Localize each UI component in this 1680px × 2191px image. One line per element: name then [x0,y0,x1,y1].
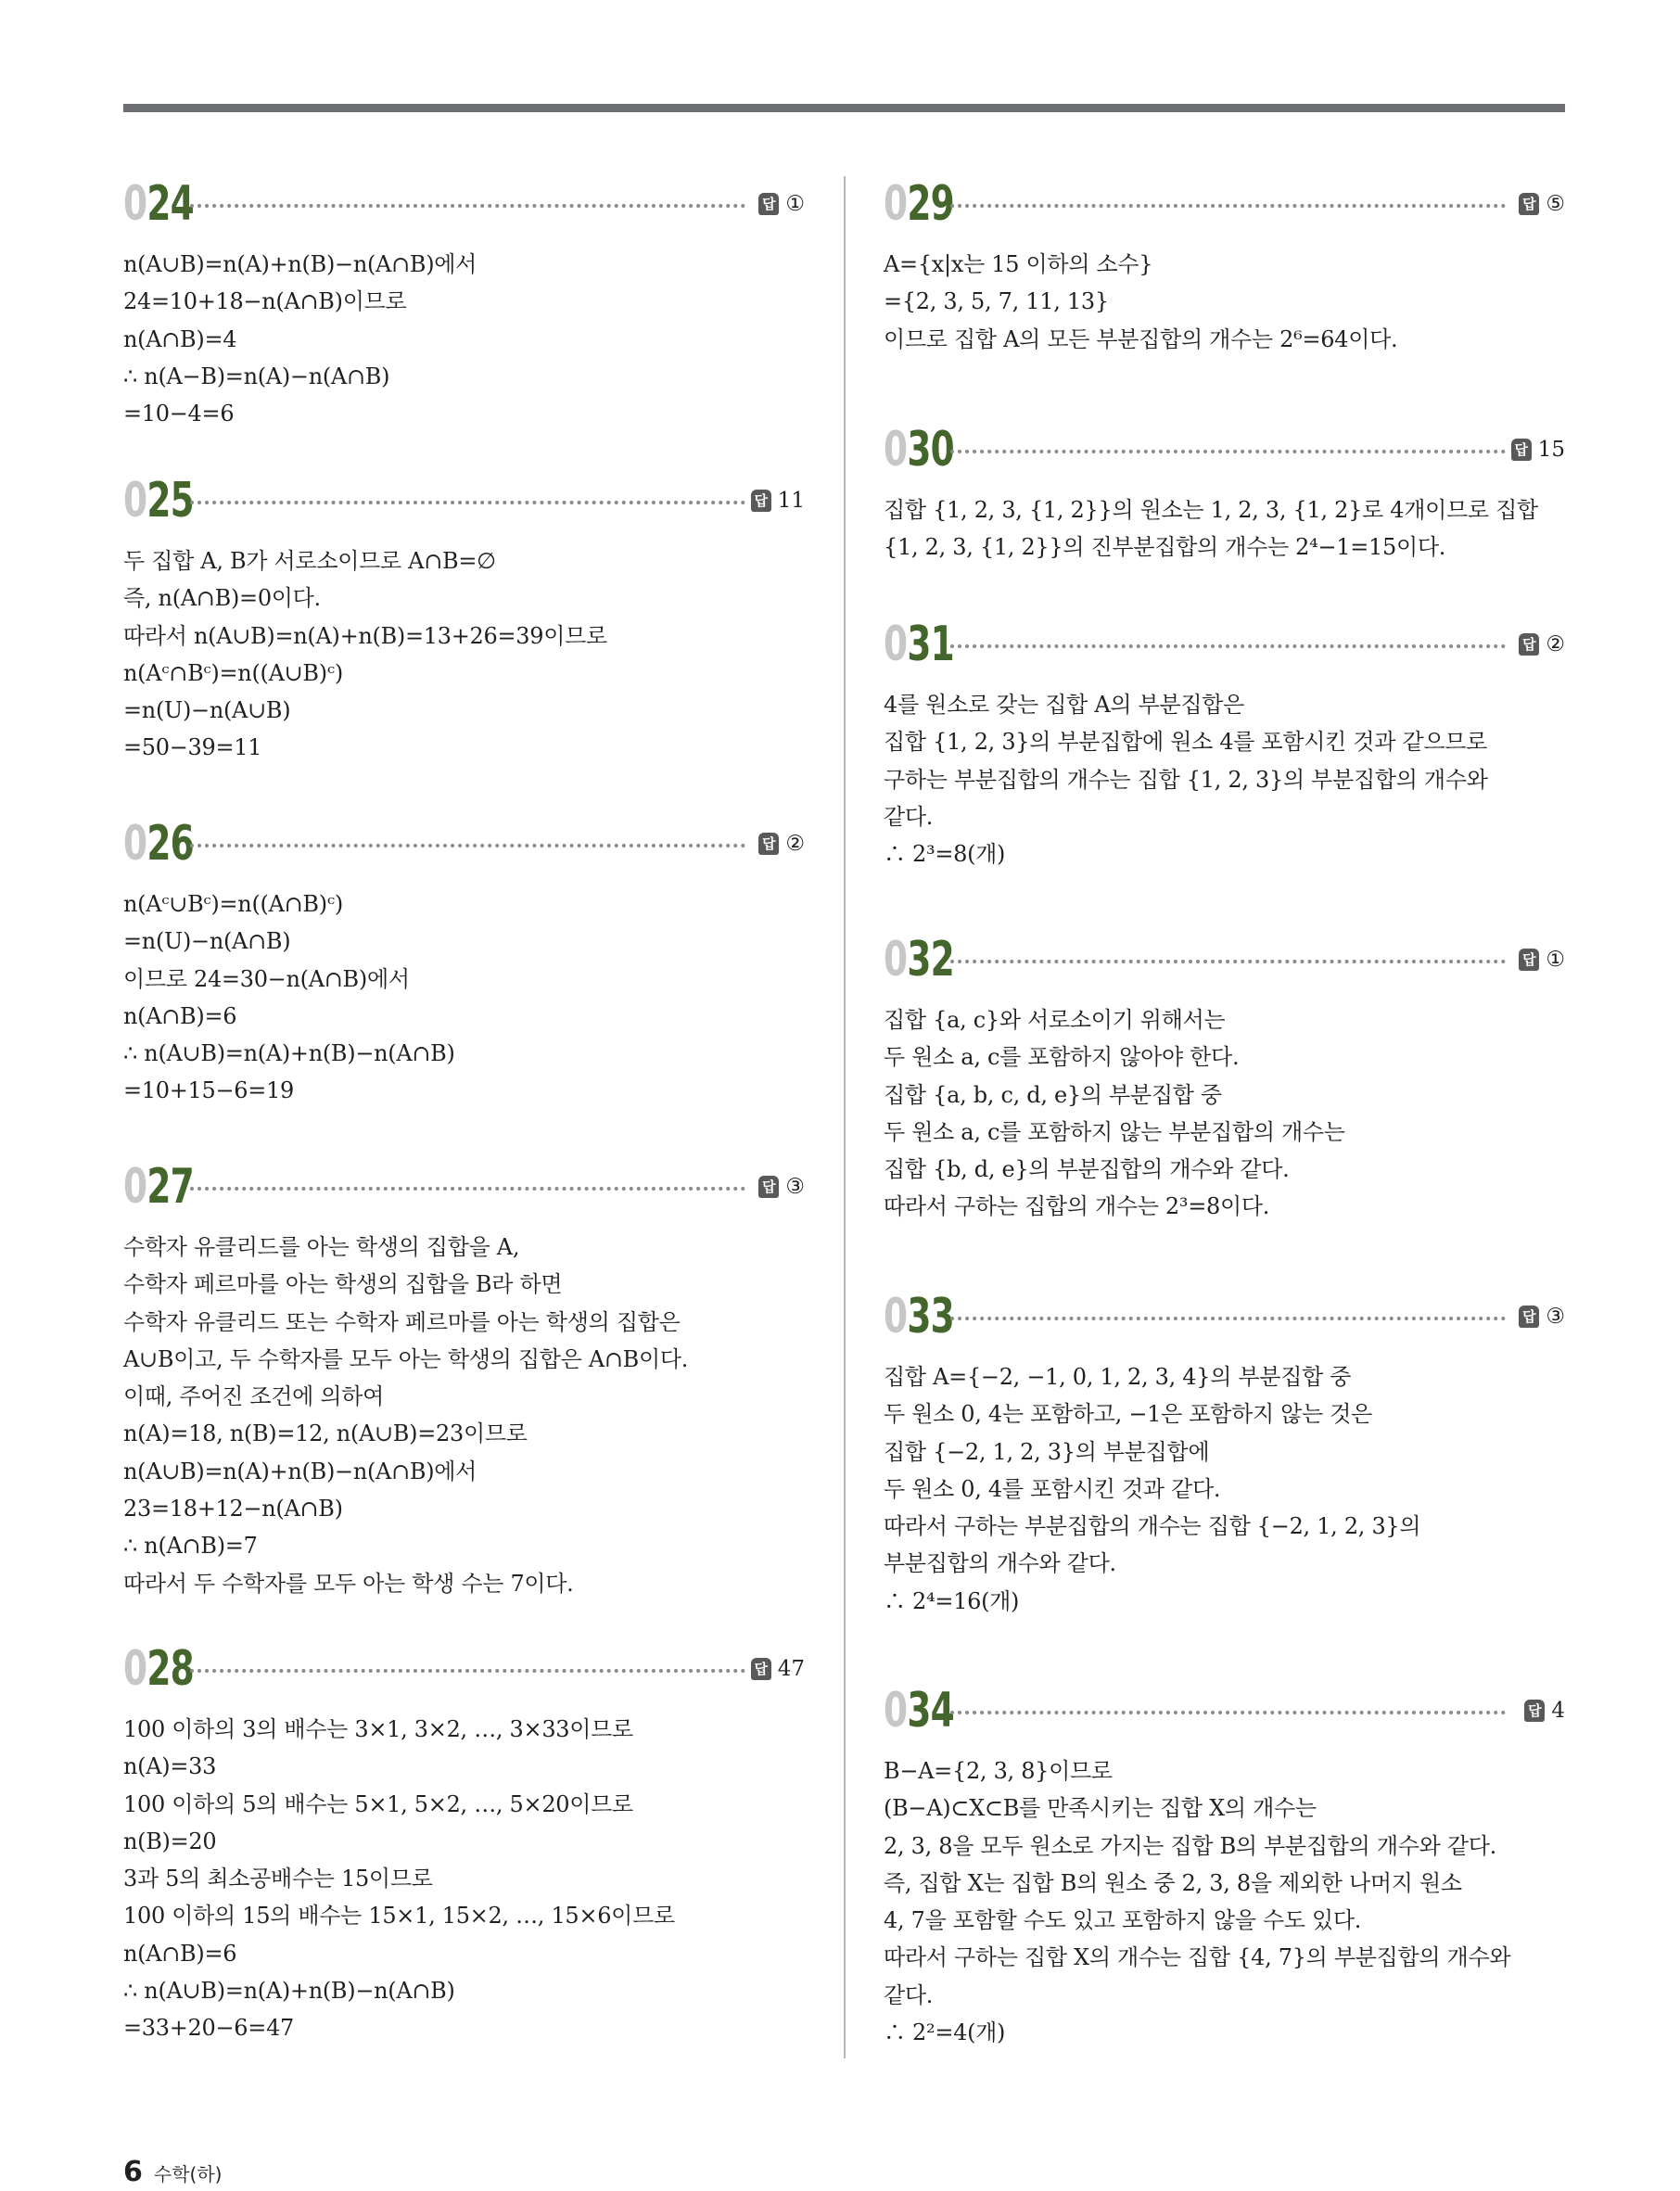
solution-line: 두 집합 A, B가 서로소이므로 A∩B=∅ [123,548,496,574]
answer-value: ② [1546,632,1565,656]
dotted-leader [190,501,745,504]
problem-header [123,1159,805,1215]
answer-icon: 답 [1519,1306,1539,1328]
problem-header [123,176,805,232]
solution-line: 수학자 유클리드 또는 수학자 페르마를 아는 학생의 집합은 [123,1308,681,1335]
solution-line: {1, 2, 3, {1, 2}}의 진부분집합의 개수는 2⁴−1=15이다. [884,534,1446,561]
answer [1519,187,1565,221]
problem-number: 030 [884,422,955,478]
dotted-leader [950,1711,1506,1714]
solution-line: 100 이하의 3의 배수는 3×1, 3×2, …, 3×33이므로 [123,1716,633,1742]
solution-line: =10+15−6=19 [123,1077,295,1104]
answer-icon: 답 [1511,439,1532,461]
answer-value: 4 [1551,1699,1565,1723]
solution-line: (B−A)⊂X⊂B를 만족시키는 집합 X의 개수는 [884,1795,1317,1822]
solution-line: 4를 원소로 갖는 집합 A의 부분집합은 [884,692,1245,718]
solution-line: 23=18+12−n(A∩B) [123,1496,343,1522]
answer-icon: 답 [1524,1700,1545,1722]
dotted-leader [950,644,1506,648]
solution-line: n(A∩B)=4 [123,325,237,352]
problem-030 [884,422,1565,567]
solution-line: 이므로 24=30−n(A∩B)에서 [123,965,410,992]
answer-value: ② [785,832,805,856]
solution-line: 100 이하의 15의 배수는 15×1, 15×2, …, 15×6이므로 [123,1903,675,1930]
answer [758,1170,805,1204]
solution-line: n(Aᶜ∪Bᶜ)=n((A∩B)ᶜ) [123,891,343,917]
solution-line: 집합 {1, 2, 3}의 부분집합에 원소 4를 포함시킨 것과 같으므로 [884,729,1487,756]
answer-icon: 답 [758,833,779,855]
solution-line: 집합 A={−2, −1, 0, 1, 2, 3, 4}의 부분집합 중 [884,1364,1352,1390]
solution-line: 집합 {1, 2, 3, {1, 2}}의 원소는 1, 2, 3, {1, 2}로 4개이므로 집합 [884,497,1538,523]
solution-line: ={2, 3, 5, 7, 11, 13} [884,288,1109,315]
solution-line: 두 원소 0, 4는 포함하고, −1은 포함하지 않는 것은 [884,1401,1373,1428]
answer [1519,1300,1565,1333]
solution-text [884,686,1565,873]
solution-line: 따라서 두 수학자를 모두 아는 학생 수는 7이다. [123,1570,574,1597]
solution-text [123,1229,805,1602]
solution-line: ∴ 2²=4(개) [884,2019,1006,2046]
solution-line: 이때, 주어진 조건에 의하여 [123,1383,385,1410]
problem-header [123,816,805,872]
problem-header [884,1289,1565,1344]
problem-header [884,1683,1565,1739]
answer-value: ③ [785,1175,805,1199]
dotted-leader [190,1187,745,1191]
solution-line: 두 원소 0, 4를 포함시킨 것과 같다. [884,1475,1221,1502]
answer [751,484,805,517]
problem-number: 028 [123,1641,195,1697]
dotted-leader [950,204,1506,208]
answer [1511,433,1565,466]
answer-icon: 답 [751,490,771,512]
solution-text [884,1001,1565,1226]
solution-text [123,246,805,432]
answer [1524,1694,1565,1727]
solution-line: n(A)=18, n(B)=12, n(A∪B)=23이므로 [123,1420,528,1447]
answer-value: ⑤ [1546,192,1565,216]
problem-024 [123,176,805,432]
solution-line: 즉, 집합 X는 집합 B의 원소 중 2, 3, 8을 제외한 나머지 원소 [884,1869,1462,1896]
problem-026 [123,816,805,1110]
answer-value: ① [1546,948,1565,972]
problem-header [884,176,1565,232]
answer-value: ③ [1546,1305,1565,1329]
solution-text [884,1358,1565,1620]
solution-line: =n(U)−n(A∩B) [123,928,291,955]
footer [123,2156,222,2188]
answer-value: 11 [777,489,805,513]
answer-icon: 답 [758,1176,779,1198]
solution-line: 집합 {a, b, c, d, e}의 부분집합 중 [884,1081,1222,1108]
solution-line: ∴ n(A∪B)=n(A)+n(B)−n(A∩B) [123,1040,455,1067]
problem-028 [123,1641,805,2047]
solution-line: n(A∩B)=6 [123,1940,237,1967]
column-divider [844,176,846,2058]
solution-line: ∴ 2⁴=16(개) [884,1587,1020,1614]
problem-header [884,617,1565,672]
solution-line: 수학자 유클리드를 아는 학생의 집합을 A, [123,1234,520,1260]
solution-line: 부분집합의 개수와 같다. [884,1550,1116,1577]
solution-line: A={x|x는 15 이하의 소수} [884,251,1153,277]
solution-line: 같다. [884,803,934,830]
solution-line: =n(U)−n(A∪B) [123,697,291,724]
problem-032 [884,932,1565,1226]
problem-033 [884,1289,1565,1620]
problem-number: 026 [123,816,195,872]
solution-text [884,491,1565,567]
problem-027 [123,1159,805,1602]
solution-line: 즉, n(A∩B)=0이다. [123,585,321,612]
solution-line: 따라서 구하는 집합의 개수는 2³=8이다. [884,1193,1270,1220]
solution-line: n(Aᶜ∩Bᶜ)=n((A∪B)ᶜ) [123,659,343,686]
solution-line: 2, 3, 8을 모두 원소로 가지는 집합 B의 부분집합의 개수와 같다. [884,1832,1496,1859]
book-title: 수학(하) [153,2163,223,2185]
problem-number: 024 [123,176,195,232]
answer-icon: 답 [751,1658,771,1680]
solution-text [123,542,805,767]
solution-line: A∪B이고, 두 수학자를 모두 아는 학생의 집합은 A∩B이다. [123,1345,689,1372]
solution-line: 집합 {a, c}와 서로소이기 위해서는 [884,1007,1226,1033]
solution-line: 24=10+18−n(A∩B)이므로 [123,288,407,315]
solution-line: 3과 5의 최소공배수는 15이므로 [123,1866,433,1892]
solution-line: ∴ n(A∩B)=7 [123,1533,258,1560]
solution-line: 4, 7을 포함할 수도 있고 포함하지 않을 수도 있다. [884,1907,1362,1934]
solution-line: 같다. [884,1981,934,2008]
answer [751,1652,805,1686]
answer-value: ① [785,192,805,216]
problem-header [884,932,1565,987]
problem-header [123,1641,805,1697]
dotted-leader [190,1669,745,1673]
answer-value: 15 [1537,438,1565,462]
solution-line: 구하는 부분집합의 개수는 집합 {1, 2, 3}의 부분집합의 개수와 [884,766,1488,793]
solution-text [884,246,1565,358]
solution-line: B−A={2, 3, 8}이므로 [884,1758,1113,1784]
dotted-leader [950,450,1506,453]
problem-number: 029 [884,176,955,232]
dotted-leader [950,1317,1506,1320]
problem-number: 031 [884,617,955,672]
solution-text [884,1752,1565,2051]
solution-text [123,1711,805,2047]
answer-value: 47 [777,1657,805,1681]
problem-number: 025 [123,473,195,529]
solution-line: n(A∪B)=n(A)+n(B)−n(A∩B)에서 [123,1458,477,1484]
solution-line: n(A)=33 [123,1753,217,1780]
solution-line: 두 원소 a, c를 포함하지 않아야 한다. [884,1044,1240,1071]
solution-line: ∴ n(A∪B)=n(A)+n(B)−n(A∩B) [123,1978,455,2005]
solution-text [123,885,805,1110]
solution-line: n(A∪B)=n(A)+n(B)−n(A∩B)에서 [123,251,477,277]
dotted-leader [190,844,745,847]
solution-line: 수학자 페르마를 아는 학생의 집합을 B라 하면 [123,1271,563,1298]
solution-line: 집합 {b, d, e}의 부분집합의 개수와 같다. [884,1156,1290,1183]
answer [758,827,805,860]
solution-line: n(A∩B)=6 [123,1002,237,1029]
solution-line: 100 이하의 5의 배수는 5×1, 5×2, …, 5×20이므로 [123,1790,633,1817]
answer [1519,943,1565,976]
solution-line: 집합 {−2, 1, 2, 3}의 부분집합에 [884,1438,1210,1465]
solution-line: =10−4=6 [123,401,235,427]
problem-header [123,473,805,529]
answer-icon: 답 [1519,949,1539,971]
problem-number: 027 [123,1159,195,1215]
problem-034 [884,1683,1565,2051]
answer-icon: 답 [758,193,779,215]
solution-line: 따라서 구하는 집합 X의 개수는 집합 {4, 7}의 부분집합의 개수와 [884,1944,1511,1971]
problem-025 [123,473,805,767]
solution-line: 이므로 집합 A의 모든 부분집합의 개수는 2⁶=64이다. [884,325,1398,352]
problem-029 [884,176,1565,358]
problem-header [884,422,1565,478]
solution-line: 따라서 n(A∪B)=n(A)+n(B)=13+26=39이므로 [123,622,607,649]
problem-number: 032 [884,932,955,987]
dotted-leader [190,204,745,208]
answer [758,187,805,221]
problem-number: 033 [884,1289,955,1344]
answer-icon: 답 [1519,193,1539,215]
solution-line: =33+20−6=47 [123,2015,295,2042]
answer-icon: 답 [1519,633,1539,656]
solution-line: n(B)=20 [123,1828,217,1854]
solution-line: 따라서 구하는 부분집합의 개수는 집합 {−2, 1, 2, 3}의 [884,1513,1421,1540]
top-rule [123,104,1565,112]
page-number: 6 [123,2156,143,2188]
problem-number: 034 [884,1683,955,1739]
solution-line: 두 원소 a, c를 포함하지 않는 부분집합의 개수는 [884,1118,1345,1145]
solution-line: =50−39=11 [123,734,262,761]
dotted-leader [950,960,1506,963]
solution-line: ∴ n(A−B)=n(A)−n(A∩B) [123,363,390,389]
problem-031 [884,617,1565,873]
answer [1519,628,1565,661]
solution-line: ∴ 2³=8(개) [884,841,1006,868]
